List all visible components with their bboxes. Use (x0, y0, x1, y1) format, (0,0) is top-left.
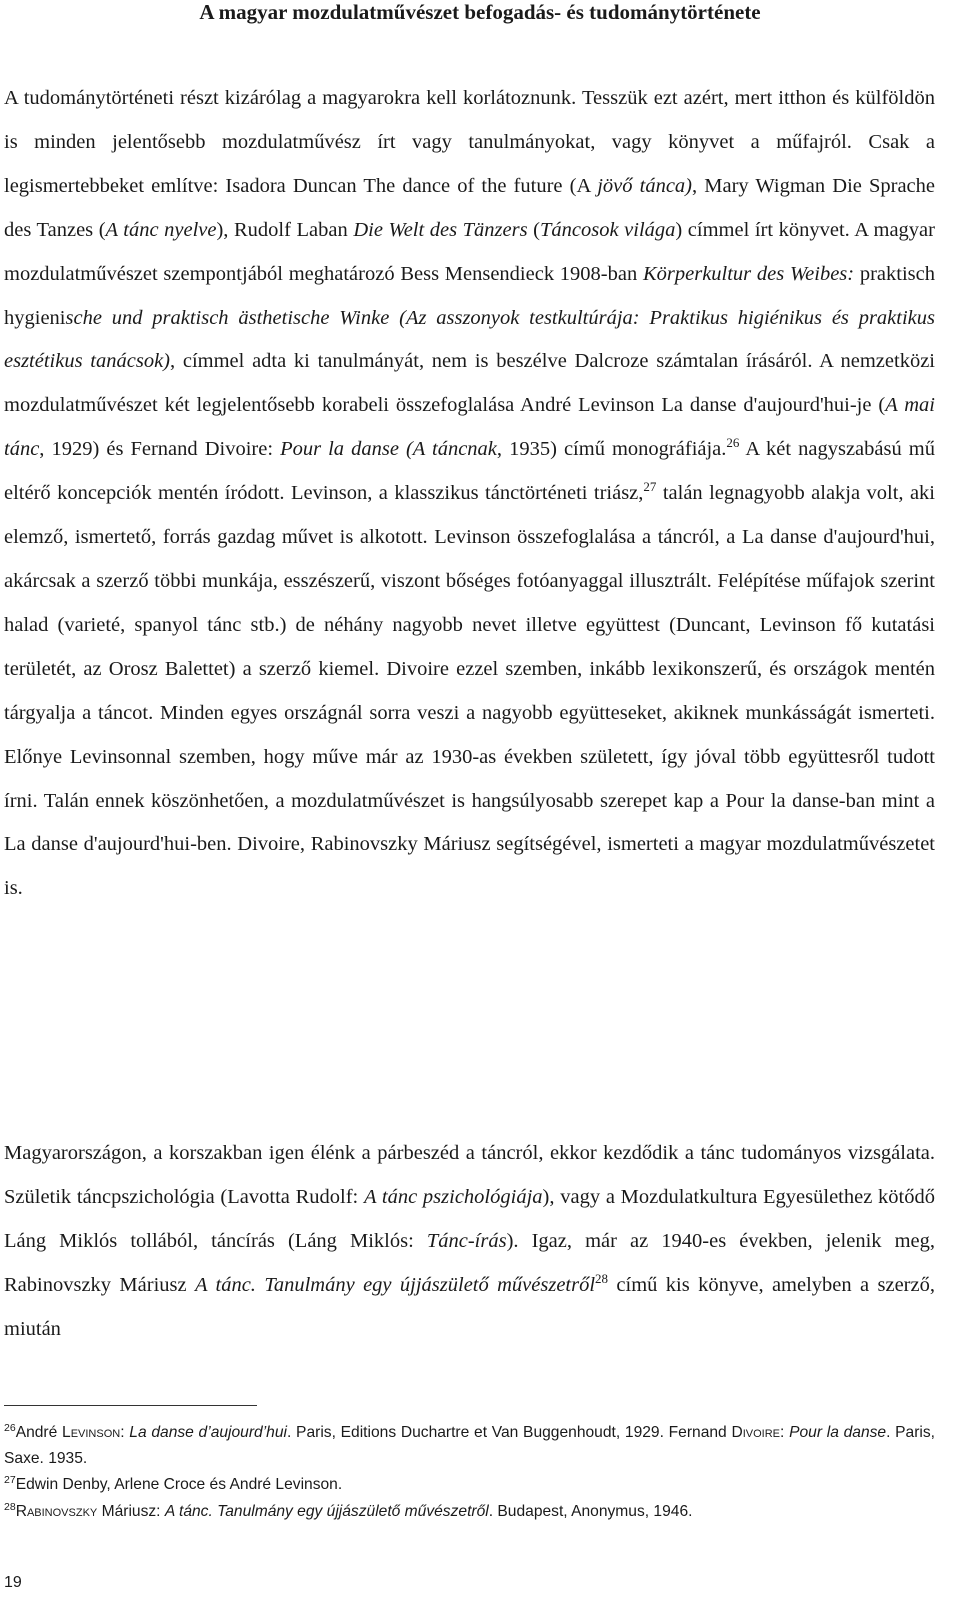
text-run: , Mary Wigman Die Sprache des Tanzes ( (4, 174, 935, 241)
italic-run: A tánc pszichológiája (364, 1185, 543, 1208)
footnote-text: . Paris, Saxe. 1935. (4, 1424, 936, 1468)
italic-run: jövő tánca) (597, 174, 693, 197)
work-title: A tánc. Tanulmány egy újjászülető művészetről (164, 1502, 489, 1520)
italic-run: Pour la danse (A táncnak (280, 438, 497, 461)
work-title: La danse d’aujourd’hui (129, 1424, 287, 1441)
footnote-number: 28 (4, 1500, 16, 1513)
text-run: című kis könyve, amelyben a szerző, miután (4, 1273, 935, 1340)
footnote-ref-27[interactable]: 27 (643, 479, 657, 495)
italic-run: sche und praktisch ästhetische Winke (Az asszonyok testkultúrája: Praktikus higiénikus és praktikus esztétikus tanácsok) (4, 306, 935, 373)
body-paragraph-1 (4, 77, 935, 911)
footnote-text: Máriusz: (97, 1502, 165, 1520)
footnote-text: . Paris, Editions Duchartre et Van Buggenhoudt, 1929. Fernand (287, 1424, 732, 1441)
italic-run: A tánc nyelve (105, 218, 217, 241)
footnote-text: Edwin Denby, Arlene Croce és André Levinson. (15, 1476, 343, 1494)
footnote-text: André (15, 1424, 63, 1441)
footnote-28 (4, 1499, 935, 1525)
footnote-number: 26 (4, 1421, 16, 1434)
footnote-text: . Budapest, Anonymus, 1946. (488, 1502, 693, 1520)
text-run: A tudománytörténeti részt kizárólag a magyarokra kell korlátoznunk. Tesszük ezt azért, mert itthon és külföldön is minden jelentősebb mozdulatművész írt vagy tanulmányokat, vagy könyvet a műfajról. Csak a legismertebbeket említve: Isadora Duncan The dance of the future (A (4, 87, 935, 197)
body-paragraph-2 (4, 1132, 935, 1352)
italic-run: Tánc-írás (426, 1229, 507, 1252)
text-run: ), vagy a Mozdulatkultura Egyesülethez kötődő Láng Miklós tollából, táncírás (Láng Miklós: (4, 1185, 936, 1252)
text-run: ), Rudolf Laban (216, 218, 354, 241)
footnote-divider (4, 1405, 257, 1406)
work-title: Pour la danse (789, 1424, 887, 1441)
text-run: ) címmel írt könyvet. A magyar mozdulatművészet szempontjából meghatározó Bess Mensendieck 1908-ban (4, 218, 935, 285)
author-surname: Levinson (62, 1424, 121, 1441)
footnote-text: : (780, 1424, 790, 1441)
text-run: , 1935) című monográfiája. (496, 438, 727, 461)
footnote-26 (4, 1420, 935, 1472)
page-number: 19 (4, 1574, 22, 1591)
italic-run: A tánc. Tanulmány egy újjászülető művészetről (194, 1273, 596, 1296)
footnote-text: : (120, 1424, 130, 1441)
text-run: Magyarországon, a korszakban igen élénk a párbeszéd a táncról, ekkor kezdődik a tánc tudományos vizsgálata. Születik táncpszichológia (Lavotta Rudolf: (4, 1142, 935, 1208)
italic-run: A mai tánc (4, 394, 935, 461)
text-run: A két nagyszabású mű eltérő koncepciók mentén íródott. Levinson, a klasszikus tánctörténeti triász, (4, 438, 935, 505)
text-run: , 1929) és Fernand Divoire: (39, 438, 281, 461)
footnote-27 (4, 1472, 935, 1498)
footnote-ref-26[interactable]: 26 (726, 435, 740, 451)
author-surname: Rabinovszky (15, 1502, 98, 1520)
footnotes (4, 1420, 935, 1525)
italic-run: Körperkultur des Weibes: (642, 262, 855, 285)
italic-run: Die Welt des Tänzers (353, 218, 528, 241)
text-run: , címmel adta ki tanulmányát, nem is beszélve Dalcroze számtalan írásáról. A nemzetközi mozdulatművészet két legjelentősebb korabeli összefoglalása André Levinson La danse d'aujourd'hui-je ( (4, 350, 935, 417)
italic-run: Táncosok világa (540, 218, 676, 241)
text-run: ( (527, 218, 540, 241)
author-surname: Divoire (731, 1424, 781, 1441)
text-run: praktisch hygieni (4, 262, 935, 329)
text-run: talán legnagyobb alakja volt, aki elemző, ismertető, forrás gazdag művet is alkotott. Levinson összefoglalása a táncról, a La danse d'aujourd'hui, akárcsak a szerző többi munkája, esszészerű, viszont bőséges fotóanyaggal illusztrált. Felépítése műfajok szerint halad (varieté, spanyol tánc stb.) de néhány nagyobb nevet illetve együttest (Duncant, Levinson fő kutatási területét, az Orosz Balettet) a szerző kiemel. Divoire ezzel szemben, inkább lexikonszerű, és országok mentén tárgyalja a táncot. Minden egyes országnál sorra veszi a nagyobb együtteseket, akiknek munkásságát ismerteti. Előnye Levinsonnal szemben, hogy műve már az 1930-as években született, így jóval több együttesről tudott írni. Talán ennek köszönhetően, a mozdulatművészet is hangsúlyosabb szerepet kap a Pour la danse-ban mint a La danse d'aujourd'hui-ben. Divoire, Rabinovszky Máriusz segítségével, ismerteti a magyar mozdulatművészetet is. (4, 482, 936, 900)
footnote-ref-28[interactable]: 28 (595, 1270, 609, 1286)
page-title: A magyar mozdulatművészet befogadás- és tudománytörténete (199, 0, 761, 24)
footnote-number: 27 (4, 1474, 16, 1487)
text-run: ). Igaz, már az 1940-es években, jelenik meg, Rabinovszky Máriusz (4, 1229, 935, 1296)
